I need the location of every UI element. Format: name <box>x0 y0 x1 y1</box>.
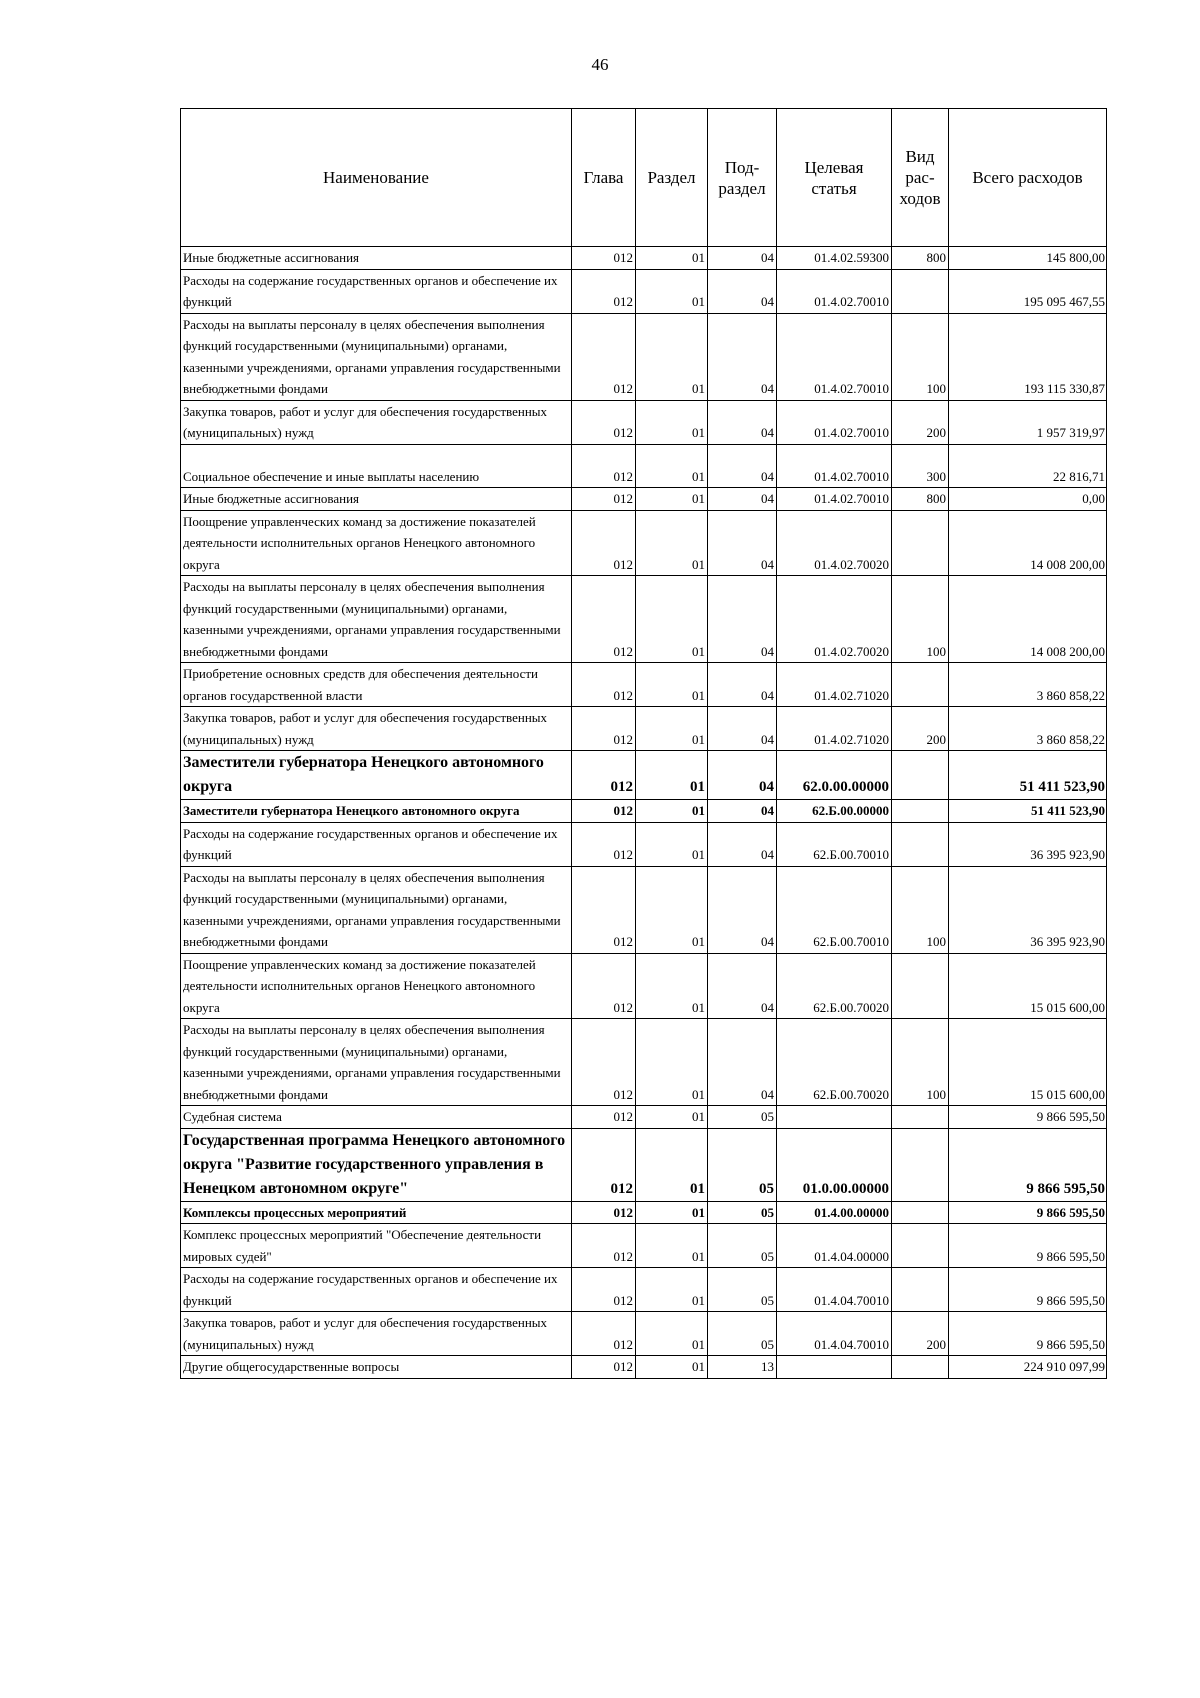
table-row <box>181 1268 1107 1312</box>
cell-subsection: 04 <box>708 953 777 1019</box>
cell-chapter: 012 <box>572 663 636 707</box>
cell-section: 01 <box>636 269 708 313</box>
cell-chapter: 012 <box>572 1356 636 1379</box>
cell-subsection: 05 <box>708 1312 777 1356</box>
cell-section: 01 <box>636 1224 708 1268</box>
cell-name: Расходы на содержание государственных органов и обеспечение их функций <box>181 1268 572 1312</box>
cell-kind: 100 <box>892 1019 949 1106</box>
cell-name: Закупка товаров, работ и услуг для обеспечения государственных (муниципальных) нужд <box>181 707 572 751</box>
cell-chapter: 012 <box>572 822 636 866</box>
cell-subsection: 04 <box>708 1019 777 1106</box>
table-row <box>181 707 1107 751</box>
table-row <box>181 576 1107 663</box>
cell-subsection: 04 <box>708 800 777 823</box>
cell-section: 01 <box>636 953 708 1019</box>
cell-subsection: 04 <box>708 313 777 400</box>
header-name: Наименование <box>181 109 572 247</box>
cell-target: 62.Б.00.70020 <box>777 953 892 1019</box>
cell-kind: 100 <box>892 576 949 663</box>
header-target: Целевая статья <box>777 109 892 247</box>
cell-subsection: 05 <box>708 1128 777 1201</box>
cell-total: 51 411 523,90 <box>949 751 1107 800</box>
cell-name: Комплекс процессных мероприятий "Обеспечение деятельности мировых судей" <box>181 1224 572 1268</box>
cell-chapter: 012 <box>572 1268 636 1312</box>
cell-chapter: 012 <box>572 866 636 953</box>
cell-kind <box>892 1201 949 1224</box>
cell-chapter: 012 <box>572 707 636 751</box>
cell-name: Заместители губернатора Ненецкого автономного округа <box>181 800 572 823</box>
cell-kind <box>892 269 949 313</box>
table-row <box>181 1201 1107 1224</box>
cell-kind <box>892 1356 949 1379</box>
table-row <box>181 800 1107 823</box>
cell-name: Расходы на содержание государственных органов и обеспечение их функций <box>181 822 572 866</box>
cell-target: 01.4.02.70020 <box>777 510 892 576</box>
cell-total: 3 860 858,22 <box>949 663 1107 707</box>
cell-kind <box>892 953 949 1019</box>
cell-kind <box>892 1106 949 1129</box>
cell-section: 01 <box>636 822 708 866</box>
cell-section: 01 <box>636 751 708 800</box>
cell-chapter: 012 <box>572 1106 636 1129</box>
cell-name: Расходы на выплаты персоналу в целях обеспечения выполнения функций государственными (муниципальными) органами, казенными учреждениями, органами управления государственными внебюджетными фондами <box>181 576 572 663</box>
header-row <box>181 109 1107 247</box>
cell-total: 36 395 923,90 <box>949 822 1107 866</box>
cell-kind: 200 <box>892 1312 949 1356</box>
table-body <box>181 247 1107 1379</box>
cell-subsection: 13 <box>708 1356 777 1379</box>
cell-target: 01.4.02.71020 <box>777 663 892 707</box>
cell-target: 01.4.02.70010 <box>777 488 892 511</box>
cell-section: 01 <box>636 1268 708 1312</box>
cell-total: 15 015 600,00 <box>949 953 1107 1019</box>
cell-kind: 100 <box>892 866 949 953</box>
cell-target <box>777 1106 892 1129</box>
cell-subsection: 04 <box>708 247 777 270</box>
cell-chapter: 012 <box>572 313 636 400</box>
header-kind: Вид рас- ходов <box>892 109 949 247</box>
cell-section: 01 <box>636 1019 708 1106</box>
cell-subsection: 04 <box>708 444 777 488</box>
table-row <box>181 313 1107 400</box>
cell-kind: 200 <box>892 707 949 751</box>
cell-name: Расходы на содержание государственных органов и обеспечение их функций <box>181 269 572 313</box>
cell-target: 01.4.04.70010 <box>777 1268 892 1312</box>
cell-kind <box>892 510 949 576</box>
table-row <box>181 1356 1107 1379</box>
cell-name: Расходы на выплаты персоналу в целях обеспечения выполнения функций государственными (муниципальными) органами, казенными учреждениями, органами управления государственными внебюджетными фондами <box>181 1019 572 1106</box>
table-row <box>181 822 1107 866</box>
cell-chapter: 012 <box>572 576 636 663</box>
table-row <box>181 866 1107 953</box>
cell-target: 01.4.04.70010 <box>777 1312 892 1356</box>
cell-name: Комплексы процессных мероприятий <box>181 1201 572 1224</box>
cell-section: 01 <box>636 707 708 751</box>
cell-section: 01 <box>636 1106 708 1129</box>
cell-target: 01.4.02.70010 <box>777 313 892 400</box>
cell-total: 51 411 523,90 <box>949 800 1107 823</box>
cell-total: 9 866 595,50 <box>949 1312 1107 1356</box>
cell-kind <box>892 822 949 866</box>
cell-total: 193 115 330,87 <box>949 313 1107 400</box>
cell-chapter: 012 <box>572 510 636 576</box>
cell-target <box>777 1356 892 1379</box>
table-row <box>181 488 1107 511</box>
cell-target: 62.Б.00.70020 <box>777 1019 892 1106</box>
cell-subsection: 04 <box>708 822 777 866</box>
cell-total: 1 957 319,97 <box>949 400 1107 444</box>
cell-total: 14 008 200,00 <box>949 576 1107 663</box>
cell-name: Заместители губернатора Ненецкого автономного округа <box>181 751 572 800</box>
cell-subsection: 05 <box>708 1268 777 1312</box>
table-row <box>181 247 1107 270</box>
cell-section: 01 <box>636 510 708 576</box>
cell-name: Иные бюджетные ассигнования <box>181 247 572 270</box>
cell-chapter: 012 <box>572 400 636 444</box>
cell-chapter: 012 <box>572 1201 636 1224</box>
cell-subsection: 04 <box>708 663 777 707</box>
cell-kind: 800 <box>892 488 949 511</box>
cell-section: 01 <box>636 1201 708 1224</box>
cell-target: 01.4.02.71020 <box>777 707 892 751</box>
cell-target: 01.4.02.70020 <box>777 576 892 663</box>
cell-kind: 300 <box>892 444 949 488</box>
cell-subsection: 04 <box>708 576 777 663</box>
cell-kind <box>892 1224 949 1268</box>
cell-target: 01.4.00.00000 <box>777 1201 892 1224</box>
cell-chapter: 012 <box>572 800 636 823</box>
cell-total: 9 866 595,50 <box>949 1106 1107 1129</box>
cell-chapter: 012 <box>572 953 636 1019</box>
cell-section: 01 <box>636 1128 708 1201</box>
cell-section: 01 <box>636 866 708 953</box>
cell-subsection: 04 <box>708 707 777 751</box>
cell-section: 01 <box>636 247 708 270</box>
cell-section: 01 <box>636 444 708 488</box>
cell-total: 3 860 858,22 <box>949 707 1107 751</box>
budget-table <box>180 108 1107 1379</box>
cell-name: Социальное обеспечение и иные выплаты населению <box>181 444 572 488</box>
table-row <box>181 1224 1107 1268</box>
header-section: Раздел <box>636 109 708 247</box>
table-row <box>181 1106 1107 1129</box>
cell-target: 01.4.02.70010 <box>777 269 892 313</box>
cell-section: 01 <box>636 576 708 663</box>
cell-kind: 800 <box>892 247 949 270</box>
cell-total: 9 866 595,50 <box>949 1201 1107 1224</box>
cell-section: 01 <box>636 663 708 707</box>
cell-total: 195 095 467,55 <box>949 269 1107 313</box>
cell-subsection: 04 <box>708 866 777 953</box>
cell-name: Расходы на выплаты персоналу в целях обеспечения выполнения функций государственными (муниципальными) органами, казенными учреждениями, органами управления государственными внебюджетными фондами <box>181 866 572 953</box>
cell-target: 62.Б.00.70010 <box>777 822 892 866</box>
table-row <box>181 400 1107 444</box>
cell-kind <box>892 1268 949 1312</box>
cell-kind <box>892 800 949 823</box>
cell-chapter: 012 <box>572 1019 636 1106</box>
cell-target: 01.4.02.70010 <box>777 400 892 444</box>
cell-name: Другие общегосударственные вопросы <box>181 1356 572 1379</box>
cell-kind <box>892 1128 949 1201</box>
cell-subsection: 04 <box>708 400 777 444</box>
table-row <box>181 510 1107 576</box>
header-subsection: Под- раздел <box>708 109 777 247</box>
cell-section: 01 <box>636 313 708 400</box>
cell-name: Поощрение управленческих команд за достижение показателей деятельности исполнительных органов Ненецкого автономного округа <box>181 953 572 1019</box>
table-row <box>181 953 1107 1019</box>
cell-chapter: 012 <box>572 1312 636 1356</box>
cell-section: 01 <box>636 1356 708 1379</box>
cell-total: 9 866 595,50 <box>949 1224 1107 1268</box>
cell-subsection: 04 <box>708 488 777 511</box>
cell-target: 01.4.02.70010 <box>777 444 892 488</box>
cell-total: 22 816,71 <box>949 444 1107 488</box>
header-total: Всего расходов <box>949 109 1107 247</box>
cell-total: 14 008 200,00 <box>949 510 1107 576</box>
cell-chapter: 012 <box>572 488 636 511</box>
table-row <box>181 663 1107 707</box>
cell-target: 01.0.00.00000 <box>777 1128 892 1201</box>
cell-subsection: 05 <box>708 1224 777 1268</box>
cell-subsection: 05 <box>708 1201 777 1224</box>
cell-subsection: 05 <box>708 1106 777 1129</box>
cell-chapter: 012 <box>572 1224 636 1268</box>
header-chapter: Глава <box>572 109 636 247</box>
cell-name: Приобретение основных средств для обеспечения деятельности органов государственной власти <box>181 663 572 707</box>
cell-total: 36 395 923,90 <box>949 866 1107 953</box>
cell-subsection: 04 <box>708 269 777 313</box>
cell-subsection: 04 <box>708 751 777 800</box>
cell-section: 01 <box>636 800 708 823</box>
cell-chapter: 012 <box>572 751 636 800</box>
cell-name: Поощрение управленческих команд за достижение показателей деятельности исполнительных органов Ненецкого автономного округа <box>181 510 572 576</box>
cell-total: 9 866 595,50 <box>949 1128 1107 1201</box>
cell-chapter: 012 <box>572 1128 636 1201</box>
cell-name: Закупка товаров, работ и услуг для обеспечения государственных (муниципальных) нужд <box>181 1312 572 1356</box>
cell-section: 01 <box>636 1312 708 1356</box>
cell-total: 224 910 097,99 <box>949 1356 1107 1379</box>
cell-target: 01.4.04.00000 <box>777 1224 892 1268</box>
table-row <box>181 1128 1107 1201</box>
cell-name: Расходы на выплаты персоналу в целях обеспечения выполнения функций государственными (муниципальными) органами, казенными учреждениями, органами управления государственными внебюджетными фондами <box>181 313 572 400</box>
cell-target: 62.0.00.00000 <box>777 751 892 800</box>
cell-total: 9 866 595,50 <box>949 1268 1107 1312</box>
cell-chapter: 012 <box>572 247 636 270</box>
table-row <box>181 1312 1107 1356</box>
cell-name: Судебная система <box>181 1106 572 1129</box>
cell-total: 0,00 <box>949 488 1107 511</box>
table-row <box>181 1019 1107 1106</box>
cell-section: 01 <box>636 400 708 444</box>
cell-kind: 200 <box>892 400 949 444</box>
cell-chapter: 012 <box>572 444 636 488</box>
cell-target: 01.4.02.59300 <box>777 247 892 270</box>
cell-kind <box>892 751 949 800</box>
cell-target: 62.Б.00.70010 <box>777 866 892 953</box>
cell-total: 145 800,00 <box>949 247 1107 270</box>
cell-section: 01 <box>636 488 708 511</box>
table-row <box>181 269 1107 313</box>
cell-kind: 100 <box>892 313 949 400</box>
table-row <box>181 444 1107 488</box>
cell-target: 62.Б.00.00000 <box>777 800 892 823</box>
cell-subsection: 04 <box>708 510 777 576</box>
table-row <box>181 751 1107 800</box>
cell-name: Закупка товаров, работ и услуг для обеспечения государственных (муниципальных) нужд <box>181 400 572 444</box>
page-number: 46 <box>591 55 609 74</box>
cell-kind <box>892 663 949 707</box>
cell-name: Иные бюджетные ассигнования <box>181 488 572 511</box>
cell-total: 15 015 600,00 <box>949 1019 1107 1106</box>
cell-name: Государственная программа Ненецкого автономного округа "Развитие государственного управления в Ненецком автономном округе" <box>181 1128 572 1201</box>
cell-chapter: 012 <box>572 269 636 313</box>
